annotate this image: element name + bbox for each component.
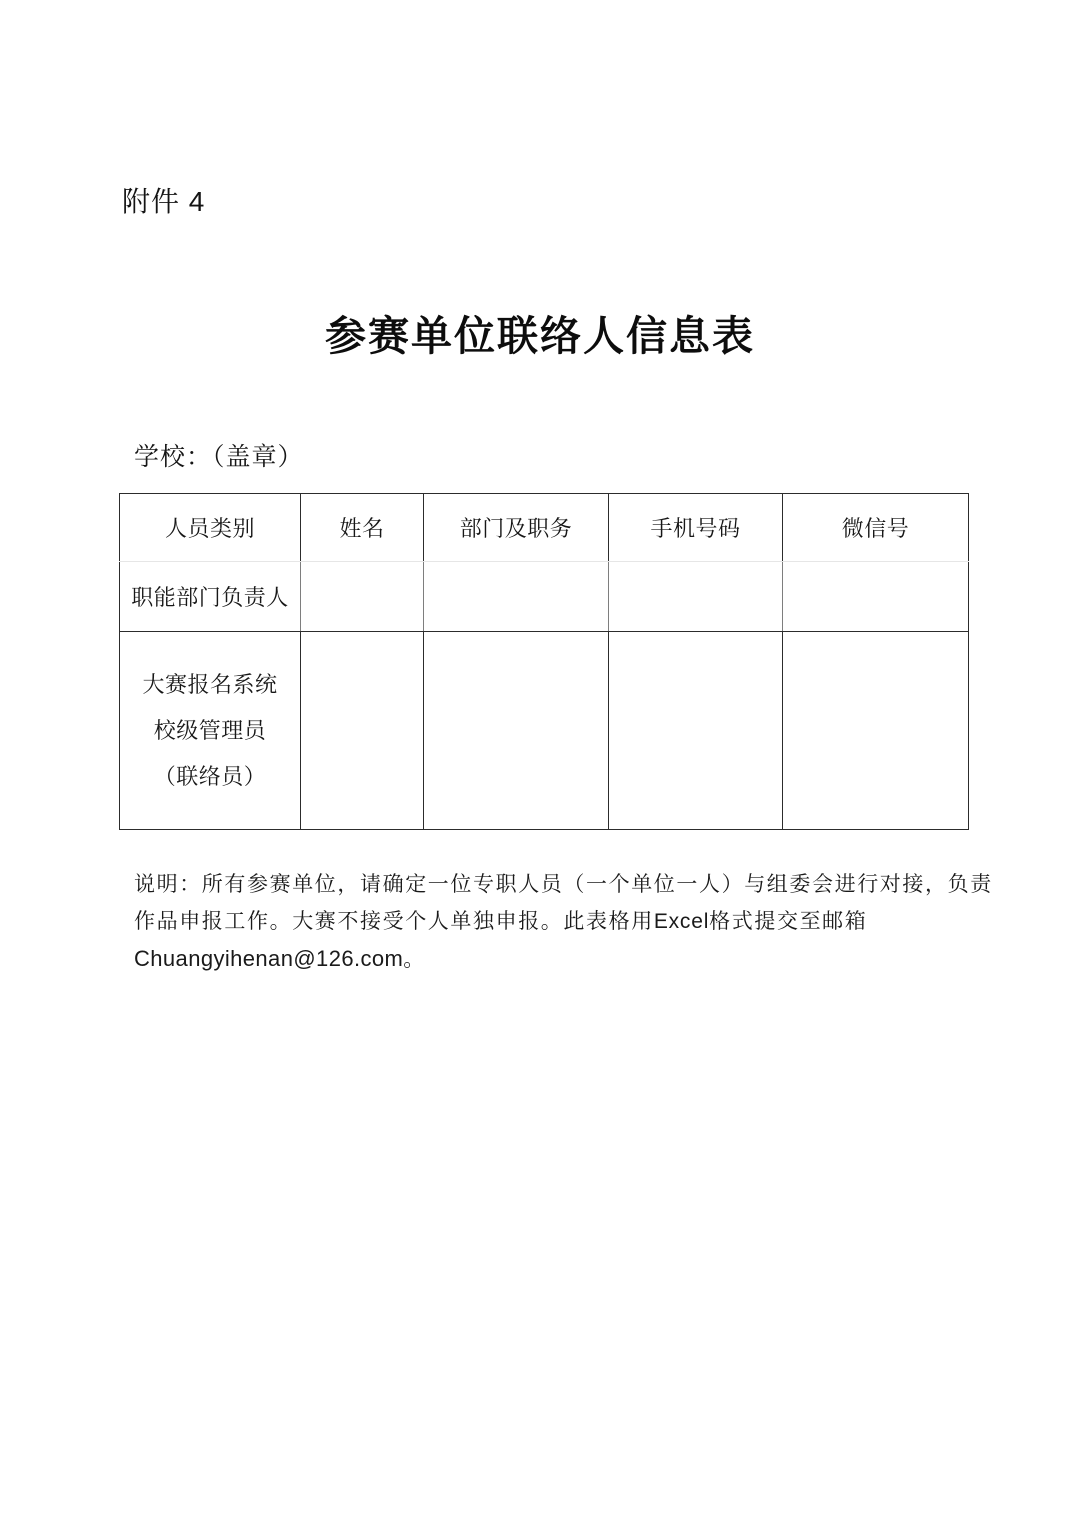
note-line-2-part-2: 格式提交至邮箱 (709, 909, 868, 933)
cell-name-row2[interactable] (301, 632, 424, 830)
row-category-line-3: （联络员） (153, 763, 267, 789)
row-category-functional-lead (120, 562, 301, 632)
header-label-name: 姓名 (339, 516, 385, 541)
row-category-line-2: 校级管理员 (153, 717, 267, 743)
school-seal-line: 学校：（盖章） (134, 444, 304, 471)
table-header-cell-department (424, 494, 609, 562)
cell-wechat-row2[interactable] (783, 632, 969, 830)
cell-phone-row2[interactable] (609, 632, 783, 830)
table-row (120, 632, 969, 830)
table-header-row (120, 494, 969, 562)
table-header-cell-wechat (783, 494, 969, 562)
table-header-cell-category (120, 494, 301, 562)
note-paragraph (134, 866, 993, 978)
note-line-2 (134, 903, 974, 940)
attachment-label: 附件 4 (122, 186, 206, 217)
row-category-system-admin (120, 632, 301, 830)
row-category-line-1: 大赛报名系统 (142, 671, 278, 697)
table-row (120, 562, 969, 632)
header-label-department: 部门及职务 (459, 516, 573, 541)
table-header-cell-phone (609, 494, 783, 562)
table-header-cell-name (301, 494, 424, 562)
note-excel-keyword: Excel (653, 910, 710, 933)
header-label-phone: 手机号码 (650, 516, 741, 541)
cell-department-row2[interactable] (424, 632, 609, 830)
contact-email: Chuangyihenan@126.com (134, 946, 404, 971)
row-category-label: 职能部门负责人 (131, 585, 289, 610)
note-line-3 (134, 940, 974, 978)
cell-department-row1[interactable] (424, 562, 609, 632)
row-category-label-multiline (120, 662, 300, 800)
contact-info-table (119, 493, 969, 830)
cell-name-row1[interactable] (301, 562, 424, 632)
cell-phone-row1[interactable] (609, 562, 783, 632)
note-line-1: 说明：所有参赛单位，请确定一位专职人员（一个单位一人）与组委会进行对接，负责 (134, 872, 993, 896)
header-label-category: 人员类别 (164, 516, 255, 541)
header-label-wechat: 微信号 (841, 516, 910, 541)
note-line-2-part-1: 作品申报工作。大赛不接受个人单独申报。此表格用 (134, 909, 654, 933)
note-line-3-period: 。 (403, 947, 425, 971)
cell-wechat-row1[interactable] (783, 562, 969, 632)
page-title: 参赛单位联络人信息表 (325, 313, 755, 359)
